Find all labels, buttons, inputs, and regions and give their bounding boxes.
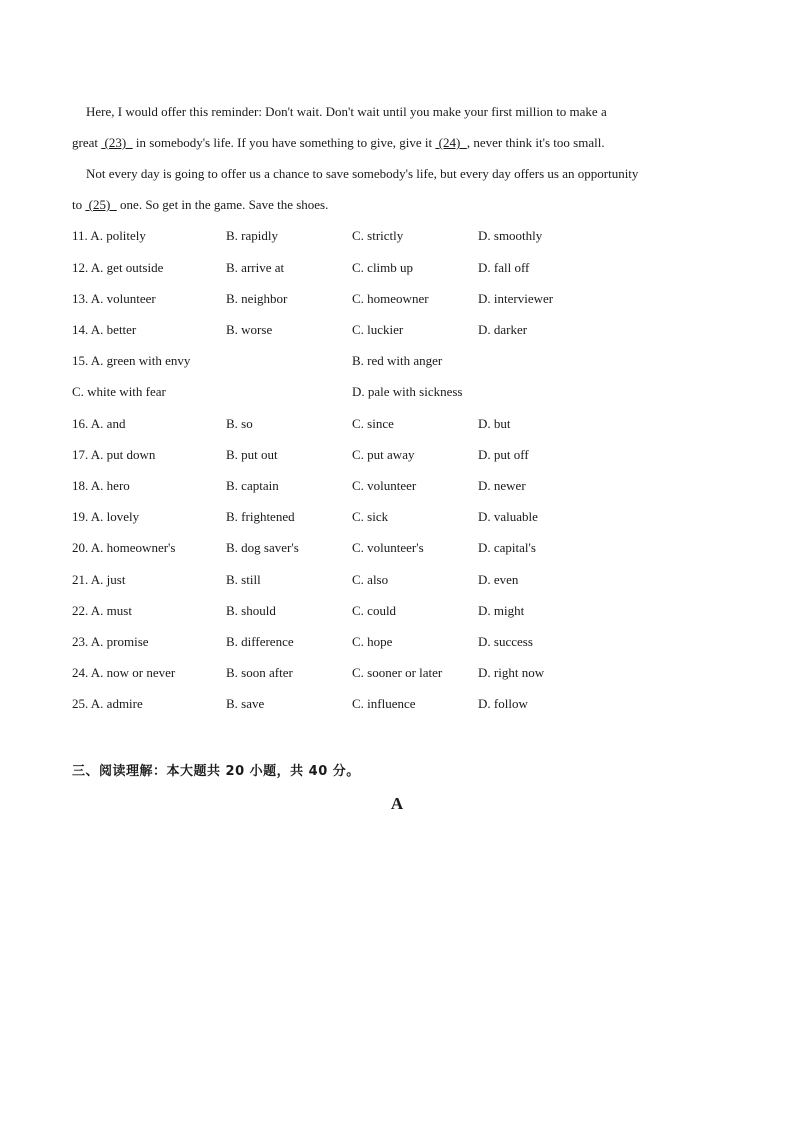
option-a: 21. A. just: [72, 572, 126, 587]
option-c: C. put away: [352, 447, 415, 462]
option-c: C. homeowner: [352, 291, 429, 306]
option-c: C. hope: [352, 634, 393, 649]
question-row: [72, 228, 732, 248]
option-a: 12. A. get outside: [72, 260, 164, 275]
blank-23: (23): [101, 135, 133, 150]
section-heading: 三、阅读理解：本大题共 20 小题，共 40 分。: [72, 764, 360, 779]
option-d: D. smoothly: [478, 228, 543, 243]
blank-24: (24): [435, 135, 467, 150]
option-a: 14. A. better: [72, 322, 137, 337]
question-row-15-cont: [72, 384, 732, 404]
option-c: C. luckier: [352, 322, 404, 337]
passage-text: , never think it's too small.: [466, 135, 605, 150]
question-row: [72, 603, 732, 623]
option-d: D. fall off: [478, 260, 530, 275]
option-d: D. newer: [478, 478, 526, 493]
option-a: 17. A. put down: [72, 447, 156, 462]
option-c: C. also: [352, 572, 389, 587]
passage-text: great: [72, 135, 102, 150]
passage-line-4: [72, 197, 328, 213]
option-b: B. still: [226, 572, 261, 587]
option-c: C. sooner or later: [352, 665, 443, 680]
question-row: [72, 478, 732, 498]
option-c: C. volunteer: [352, 478, 417, 493]
option-b: B. soon after: [226, 665, 293, 680]
option-a: 24. A. now or never: [72, 665, 176, 680]
option-c: C. could: [352, 603, 397, 618]
option-b: B. save: [226, 696, 265, 711]
option-c: C. since: [352, 416, 394, 431]
option-b: B. rapidly: [226, 228, 278, 243]
option-d: D. might: [478, 603, 525, 618]
option-c: C. influence: [352, 696, 416, 711]
passage-text: Here, I would offer this reminder: Don't wait. Don't wait until you make your first million to make a: [86, 104, 607, 119]
question-row-15: [72, 353, 732, 373]
option-c: C. white with fear: [72, 384, 166, 399]
question-row: [72, 291, 732, 311]
option-d: D. valuable: [478, 509, 538, 524]
question-row: [72, 509, 732, 529]
passage-text: in somebody's life. If you have something to give, give it: [132, 135, 436, 150]
option-d: D. darker: [478, 322, 528, 337]
option-d: D. right now: [478, 665, 545, 680]
option-d: D. follow: [478, 696, 528, 711]
question-row: [72, 322, 732, 342]
option-a: 13. A. volunteer: [72, 291, 156, 306]
option-c: C. volunteer's: [352, 540, 424, 555]
option-b: B. captain: [226, 478, 279, 493]
option-b: B. arrive at: [226, 260, 285, 275]
blank-25: (25): [85, 197, 117, 212]
option-c: C. sick: [352, 509, 389, 524]
option-c: C. climb up: [352, 260, 414, 275]
option-d: D. capital's: [478, 540, 536, 555]
option-a: 16. A. and: [72, 416, 126, 431]
option-b: B. so: [226, 416, 253, 431]
question-row: [72, 540, 732, 560]
passage-text: to: [72, 197, 86, 212]
option-d: D. pale with sickness: [352, 384, 463, 399]
option-a: 11. A. politely: [72, 228, 146, 243]
passage-text: one. So get in the game. Save the shoes.: [116, 197, 329, 212]
option-a: 15. A. green with envy: [72, 353, 191, 368]
option-d: D. even: [478, 572, 519, 587]
option-a: 19. A. lovely: [72, 509, 140, 524]
option-a: 25. A. admire: [72, 696, 143, 711]
option-a: 20. A. homeowner's: [72, 540, 176, 555]
passage-title: A: [390, 794, 404, 813]
passage-line-2: [72, 135, 605, 151]
question-row: [72, 260, 732, 280]
option-c: C. strictly: [352, 228, 404, 243]
option-a: 18. A. hero: [72, 478, 130, 493]
option-b: B. should: [226, 603, 276, 618]
option-d: D. put off: [478, 447, 529, 462]
option-a: 23. A. promise: [72, 634, 149, 649]
passage-line-1: [86, 104, 607, 120]
option-b: B. difference: [226, 634, 294, 649]
option-d: D. but: [478, 416, 511, 431]
question-row: [72, 416, 732, 436]
option-b: B. put out: [226, 447, 278, 462]
question-row: [72, 572, 732, 592]
passage-line-3: [86, 166, 638, 182]
option-b: B. worse: [226, 322, 273, 337]
option-b: B. red with anger: [352, 353, 443, 368]
passage-text: Not every day is going to offer us a chance to save somebody's life, but every day offers us an opportunity: [86, 166, 639, 181]
question-row: [72, 696, 732, 716]
option-a: 22. A. must: [72, 603, 132, 618]
option-b: B. frightened: [226, 509, 295, 524]
option-d: D. success: [478, 634, 533, 649]
question-row: [72, 665, 732, 685]
question-row: [72, 634, 732, 654]
option-b: B. dog saver's: [226, 540, 299, 555]
question-row: [72, 447, 732, 467]
option-b: B. neighbor: [226, 291, 288, 306]
option-d: D. interviewer: [478, 291, 554, 306]
